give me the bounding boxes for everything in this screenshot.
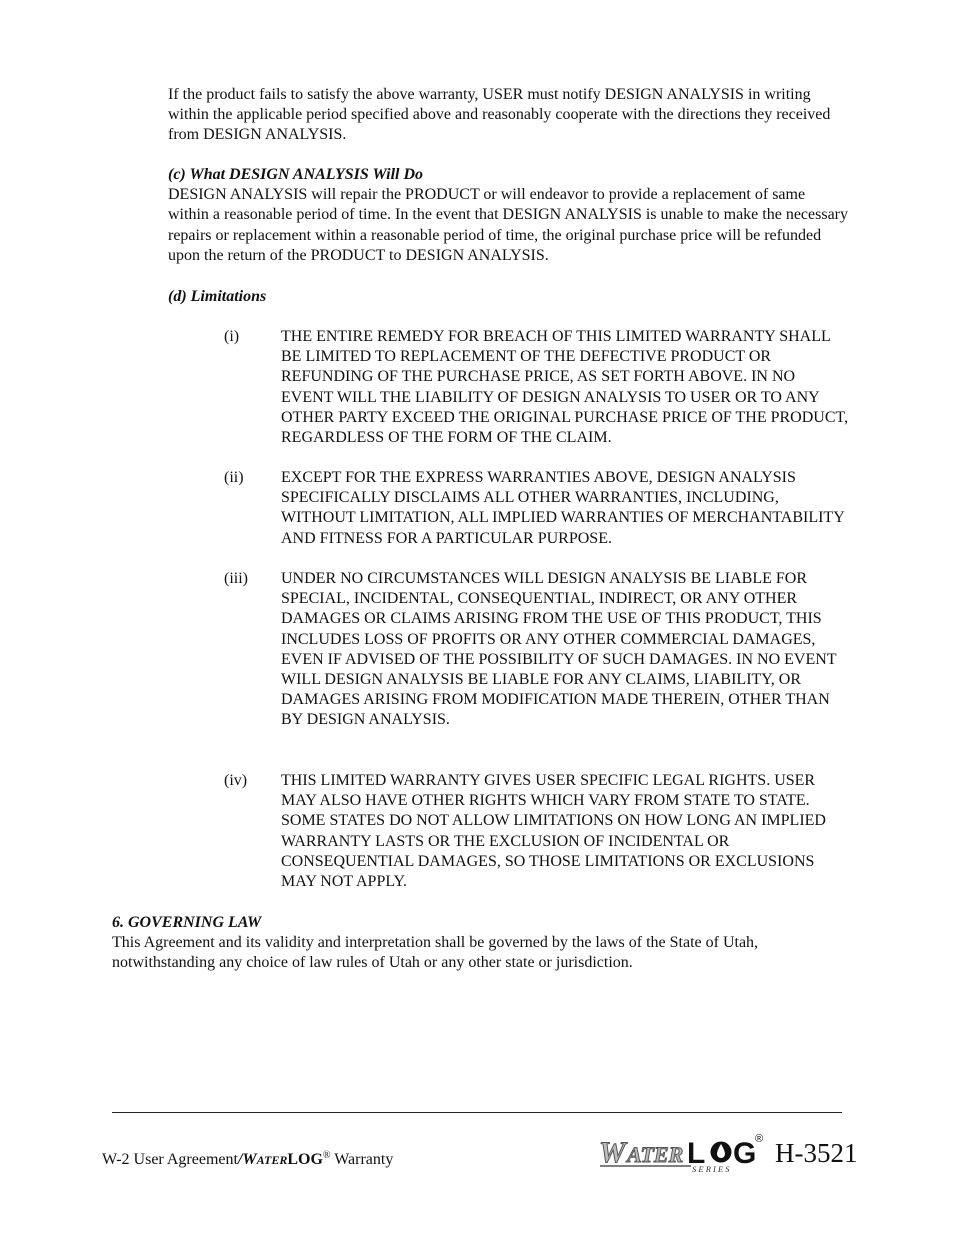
section-c-body: DESIGN ANALYSIS will repair the PRODUCT or will endeavor to provide a replacement of same within a reasonable period of time. In the event that DESIGN ANALYSIS is unable to make the necessary repairs or replacement within a reasonable period of time, the original purchase price will be refunded upon the return of the PRODUCT to DESIGN ANALYSIS. <box>168 186 848 264</box>
water-drop-icon <box>711 1142 732 1163</box>
footer-brand-w: W <box>242 1151 257 1168</box>
footer-registered-mark: ® <box>322 1150 331 1161</box>
document-code: H-3521 <box>775 1138 858 1168</box>
limitation-number: (ii) <box>224 469 244 486</box>
limitation-text: THE ENTIRE REMEDY FOR BREACH OF THIS LIMITED WARRANTY SHALL BE LIMITED TO REPLACEMENT OF THE DEFECTIVE PRODUCT OR REFUNDING OF THE PURCHASE PRICE, AS SET FORTH ABOVE. IN NO EVENT WILL THE LIABILITY OF DESIGN ANALYSIS TO USER OR TO ANY OTHER PARTY EXCEED THE ORIGINAL PURCHASE PRICE OF THE PRODUCT, REGARDLESS OF THE FORM OF THE CLAIM. <box>281 328 849 447</box>
limitation-number: (i) <box>224 328 240 345</box>
waterlog-series-logo <box>596 1128 768 1176</box>
footer-brand-log: LOG <box>287 1151 323 1168</box>
section-d-heading: (d) Limitations <box>168 288 267 305</box>
section-c-heading: (c) What DESIGN ANALYSIS Will Do <box>168 166 424 183</box>
section-6-heading: 6. GOVERNING LAW <box>112 914 262 931</box>
limitation-text: THIS LIMITED WARRANTY GIVES USER SPECIFIC LEGAL RIGHTS. USER MAY ALSO HAVE OTHER RIGHTS WHICH VARY FROM STATE TO STATE. SOME STATES DO NOT ALLOW LIMITATIONS ON HOW LONG AN IMPLIED WARRANTY LASTS OR THE EXCLUSION OF INCIDENTAL OR CONSEQUENTIAL DAMAGES, SO THOSE LIMITATIONS OR EXCLUSIONS MAY NOT APPLY. <box>281 772 826 891</box>
intro-paragraph: If the product fails to satisfy the above warranty, USER must notify DESIGN ANALYSIS in writing within the applicable period specified above and reasonably cooperate with the directions they received from DESIGN ANALYSIS. <box>168 86 831 144</box>
footer-brand-ater: ATER <box>256 1153 288 1167</box>
section-6-body: This Agreement and its validity and interpretation shall be governed by the laws of the State of Utah, notwithstanding any choice of law rules of Utah or any other state or jurisdiction. <box>112 934 759 972</box>
limitation-text: UNDER NO CIRCUMSTANCES WILL DESIGN ANALYSIS BE LIABLE FOR SPECIAL, INCIDENTAL, CONSEQUENTIAL, INDIRECT, OR ANY OTHER DAMAGES OR CLAIMS ARISING FROM THE USE OF THIS PRODUCT, THIS INCLUDES LOSS OF PROFITS OR ANY OTHER COMMERCIAL DAMAGES, EVEN IF ADVISED OF THE POSSIBILITY OF SUCH DAMAGES. IN NO EVENT WILL DESIGN ANALYSIS BE LIABLE FOR ANY CLAIMS, LIABILITY, OR DAMAGES ARISING FROM MODIFICATION MADE THEREIN, OTHER THAN BY DESIGN ANALYSIS. <box>281 570 837 729</box>
limitation-number: (iv) <box>224 772 248 789</box>
logo-log-g: G <box>733 1137 757 1170</box>
footer-suffix: Warranty <box>330 1151 394 1168</box>
limitation-number: (iii) <box>224 570 248 587</box>
logo-registered-mark: ® <box>755 1133 764 1145</box>
footer-prefix: W-2 User Agreement <box>102 1151 238 1168</box>
section-c <box>168 165 848 266</box>
logo-water-ater: ATER <box>627 1142 684 1167</box>
logo-log-l: L <box>687 1137 706 1170</box>
section-6 <box>112 913 852 974</box>
logo-water-w: W <box>599 1136 626 1169</box>
limitation-text: EXCEPT FOR THE EXPRESS WARRANTIES ABOVE, DESIGN ANALYSIS SPECIFICALLY DISCLAIMS ALL OTHER WARRANTIES, INCLUDING, WITHOUT LIMITATION, ALL IMPLIED WARRANTIES OF MERCHANTABILITY AND FITNESS FOR A PARTICULAR PURPOSE. <box>281 469 845 547</box>
footer-title <box>102 1146 393 1170</box>
logo-series-text: S E R I E S <box>692 1164 730 1174</box>
footer-divider <box>112 1112 842 1113</box>
footer-slash: / <box>237 1151 243 1168</box>
